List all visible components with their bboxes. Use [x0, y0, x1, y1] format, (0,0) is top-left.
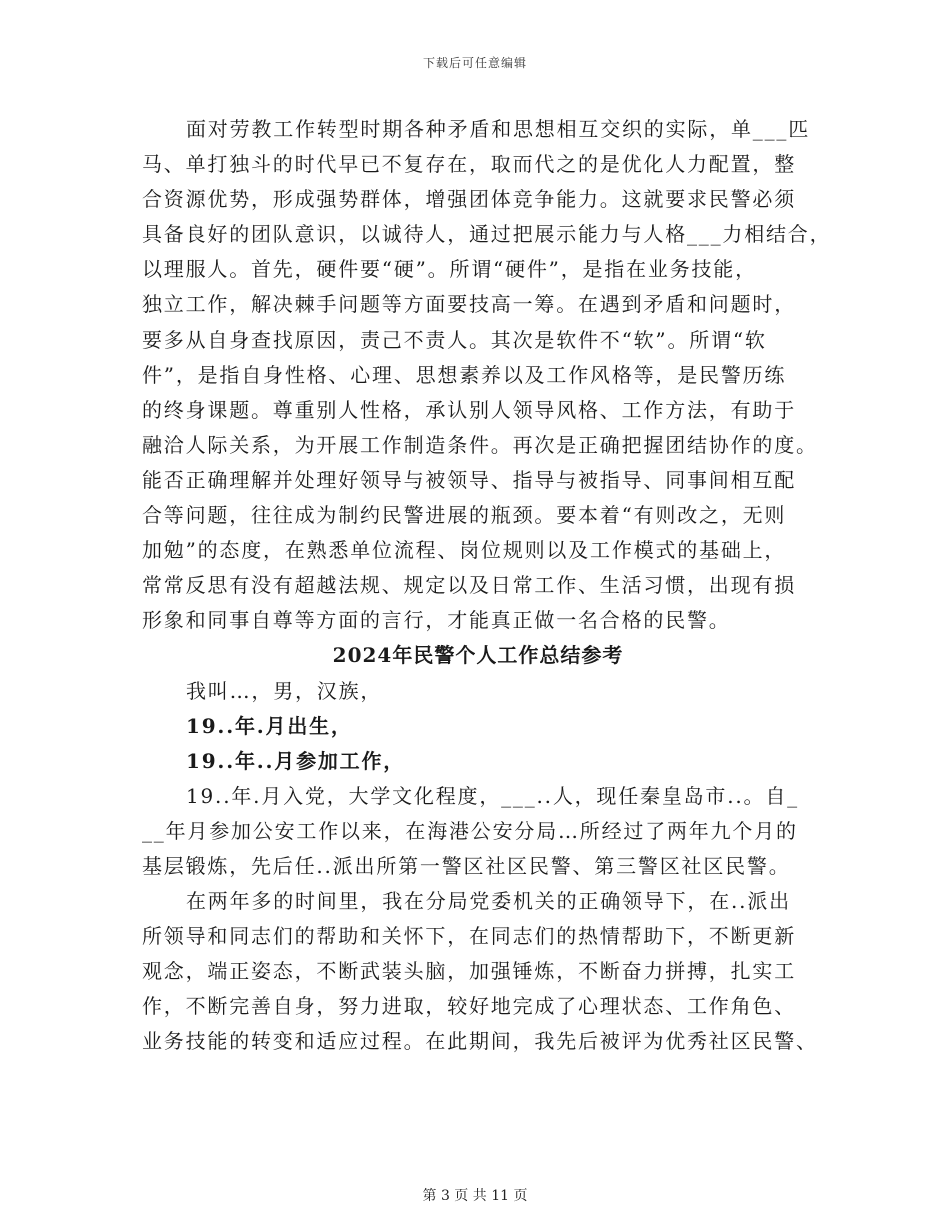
paragraph-line: 19..年.月出生， — [186, 713, 353, 738]
paragraph-line: 融洽人际关系，为开展工作制造条件。再次是正确把握团结协作的度。 — [142, 432, 818, 457]
paragraph-line: 独立工作，解决棘手问题等方面要技高一筹。在遇到矛盾和问题时， — [142, 292, 796, 317]
page-header: 下载后可任意编辑 — [422, 56, 527, 70]
paragraph-line: 合等问题，往往成为制约民警进展的瓶颈。要本着“有则改之，无则 — [142, 503, 787, 528]
paragraph-line: 具备良好的团队意识，以诚待人，通过把展示能力与人格___力相结合， — [142, 222, 832, 247]
paragraph-line: 能否正确理解并处理好领导与被领导、指导与被指导、同事间相互配 — [142, 467, 796, 492]
paragraph-line: 观念，端正姿态，不断武装头脑，加强锤炼，不断奋力拼搏，扎实工 — [142, 959, 796, 984]
paragraph-line: 形象和同事自尊等方面的言行，才能真正做一名合格的民警。 — [142, 608, 731, 633]
paragraph-line: 以理服人。首先，硬件要“硬”。所谓“硬件”，是指在业务技能， — [142, 257, 757, 282]
paragraph-line: 我叫…，男，汉族， — [186, 678, 383, 703]
paragraph-line: 件”，是指自身性格、心理、思想素养以及工作风格等，是民警历练 — [142, 362, 787, 387]
paragraph-line: 马、单打独斗的时代早已不复存在，取而代之的是优化人力配置，整 — [142, 152, 796, 177]
paragraph-line: 常常反思有没有超越法规、规定以及日常工作、生活习惯，出现有损 — [142, 573, 796, 598]
paragraph-line: 在两年多的时间里，我在分局党委机关的正确领导下，在..派出 — [186, 889, 791, 914]
paragraph-line: 合资源优势，形成强势群体，增强团体竞争能力。这就要求民警必须 — [142, 187, 796, 212]
paragraph-line: 要多从自身查找原因，责己不责人。其次是软件不“软”。所谓“软 — [142, 327, 767, 352]
paragraph-line: 作，不断完善自身，努力进取，较好地完成了心理状态、工作角色、 — [142, 994, 796, 1019]
paragraph-line: 19..年..月参加工作， — [186, 748, 406, 773]
page-number: 第 3 页 共 11 页 — [422, 1188, 528, 1204]
section-title: 2024年民警个人工作总结参考 — [332, 643, 624, 668]
paragraph-line: 所领导和同志们的帮助和关怀下，在同志们的热情帮助下，不断更新 — [142, 924, 796, 949]
paragraph-line: __年月参加公安工作以来，在海港公安分局…所经过了两年九个月的 — [142, 818, 798, 843]
paragraph-line: 面对劳教工作转型时期各种矛盾和思想相互交织的实际，单___匹 — [186, 117, 810, 141]
paragraph-line: 加勉”的态度，在熟悉单位流程、岗位规则以及工作模式的基础上， — [142, 538, 787, 563]
document-body — [142, 112, 832, 1060]
paragraph-line: 的终身课题。尊重别人性格，承认别人领导风格、工作方法，有助于 — [142, 397, 796, 422]
paragraph-line: 基层锻炼，先后任..派出所第一警区社区民警、第三警区社区民警。 — [142, 853, 791, 878]
paragraph-line: 业务技能的转变和适应过程。在此期间，我先后被评为优秀社区民警、 — [142, 1029, 818, 1054]
paragraph-line: 19..年.月入党，大学文化程度，___..人，现任秦皇岛市..。自_ — [186, 783, 799, 808]
